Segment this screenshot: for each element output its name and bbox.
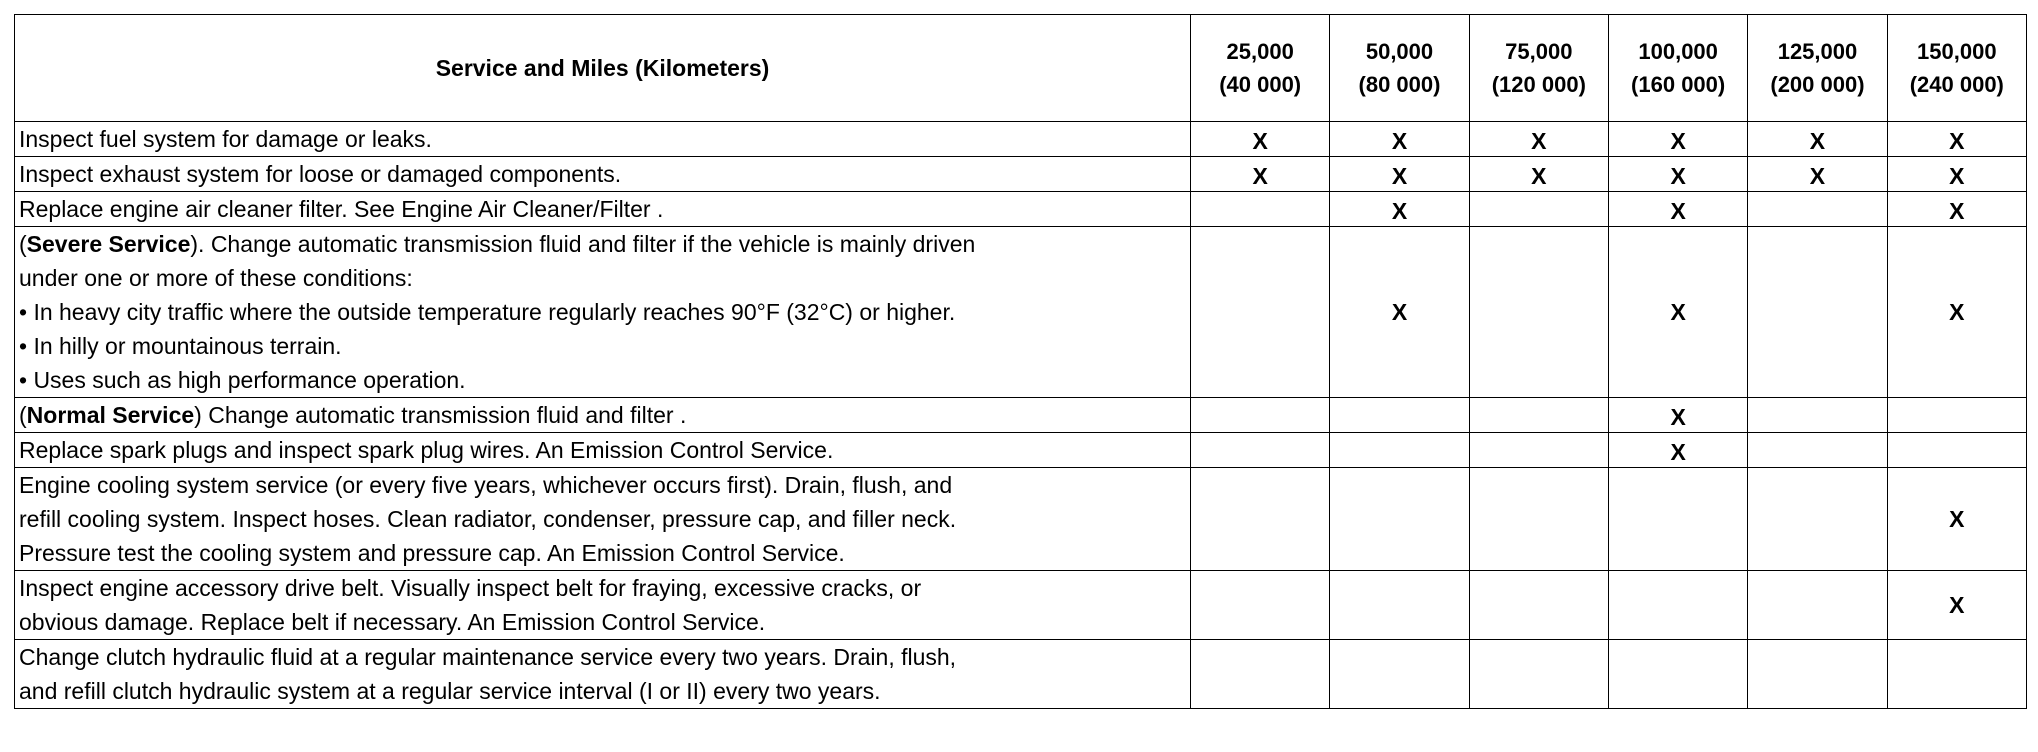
interval-km: (200 000) [1770,72,1865,97]
interval-mark [1887,640,2026,709]
interval-header-150000 [1887,15,2026,122]
interval-mark [1191,398,1330,433]
description-line: Engine cooling system service (or every five years, whichever occurs first). Drain, flush, and [19,472,953,498]
interval-mark [1748,227,1887,398]
interval-mark: X [1608,398,1747,433]
maintenance-schedule-table [14,14,2027,709]
interval-header-125000 [1748,15,1887,122]
interval-mark: X [1887,227,2026,398]
interval-mark: X [1469,122,1608,157]
interval-mark [1191,192,1330,227]
interval-mark [1887,433,2026,468]
interval-miles: 100,000 [1638,39,1718,64]
interval-mark [1469,398,1608,433]
interval-header-50000 [1330,15,1469,122]
service-description [15,640,1191,709]
interval-mark: X [1887,192,2026,227]
service-description [15,227,1191,398]
interval-mark: X [1330,122,1469,157]
interval-mark [1608,571,1747,640]
interval-mark: X [1608,192,1747,227]
interval-mark: X [1608,227,1747,398]
interval-km: (80 000) [1358,72,1441,97]
interval-mark: X [1748,122,1887,157]
interval-mark [1191,468,1330,571]
interval-miles: 75,000 [1505,39,1573,64]
condition-bullet: • Uses such as high performance operation. [19,367,466,393]
description-line: Inspect fuel system for damage or leaks. [19,126,432,152]
interval-km: (240 000) [1909,72,2004,97]
interval-mark: X [1887,122,2026,157]
service-row-fuel-system [15,122,2027,157]
interval-header-25000 [1191,15,1330,122]
interval-mark [1469,571,1608,640]
description-line: and refill clutch hydraulic system at a regular service interval (I or II) every two years. [19,678,881,704]
interval-mark [1748,640,1887,709]
service-row-air-filter [15,192,2027,227]
interval-mark [1748,398,1887,433]
description-line: Inspect engine accessory drive belt. Visually inspect belt for fraying, excessive cracks, or [19,575,922,601]
service-row-exhaust-system [15,157,2027,192]
service-column-header: Service and Miles (Kilometers) [15,15,1191,122]
condition-bullet: • In heavy city traffic where the outside temperature regularly reaches 90°F (32°C) or higher. [19,299,956,325]
interval-mark [1748,468,1887,571]
description-text: ). Change automatic transmission fluid and filter if the vehicle is mainly driven [190,231,976,257]
interval-mark: X [1330,157,1469,192]
header-row [15,15,2027,122]
service-description [15,433,1191,468]
interval-mark [1469,640,1608,709]
interval-mark [1330,571,1469,640]
interval-mark [1330,398,1469,433]
service-row-drive-belt [15,571,2027,640]
service-description [15,157,1191,192]
description-line: Pressure test the cooling system and pressure cap. An Emission Control Service. [19,540,845,566]
interval-miles: 125,000 [1777,39,1858,64]
service-description [15,122,1191,157]
interval-mark: X [1608,433,1747,468]
interval-mark: X [1608,157,1747,192]
interval-mark: X [1887,468,2026,571]
interval-header-100000 [1608,15,1747,122]
interval-mark: X [1330,227,1469,398]
interval-mark [1608,468,1747,571]
interval-mark [1330,433,1469,468]
interval-mark [1191,571,1330,640]
interval-mark [1469,192,1608,227]
interval-mark [1608,640,1747,709]
service-row-spark-plugs [15,433,2027,468]
interval-mark [1748,571,1887,640]
normal-service-label: Normal Service [26,402,195,428]
interval-mark: X [1191,157,1330,192]
interval-mark [1748,192,1887,227]
paren-open: ( [19,231,27,257]
interval-mark: X [1887,157,2026,192]
interval-mark [1469,433,1608,468]
service-row-clutch-fluid [15,640,2027,709]
description-line: Replace engine air cleaner filter. See Engine Air Cleaner/Filter . [19,196,664,222]
interval-mark [1191,640,1330,709]
interval-mark: X [1887,571,2026,640]
interval-mark: X [1748,157,1887,192]
description-line: under one or more of these conditions: [19,265,413,291]
service-row-cooling-system [15,468,2027,571]
severe-service-label: Severe Service [26,231,191,257]
interval-mark: X [1330,192,1469,227]
description-line [19,398,1188,432]
description-line [19,227,1188,261]
description-line: refill cooling system. Inspect hoses. Clean radiator, condenser, pressure cap, and filler neck. [19,506,957,532]
interval-mark [1887,398,2026,433]
condition-bullet: • In hilly or mountainous terrain. [19,333,342,359]
interval-miles: 150,000 [1917,39,1997,64]
interval-mark [1191,227,1330,398]
interval-mark [1191,433,1330,468]
interval-km: (40 000) [1219,72,1302,97]
interval-km: (120 000) [1491,72,1586,97]
interval-miles: 50,000 [1365,39,1434,64]
description-line: Inspect exhaust system for loose or damaged components. [19,161,622,187]
interval-mark: X [1469,157,1608,192]
service-row-severe-transmission [15,227,2027,398]
description-line: obvious damage. Replace belt if necessary. An Emission Control Service. [19,609,766,635]
interval-km: (160 000) [1631,72,1726,97]
interval-mark [1748,433,1887,468]
interval-miles: 25,000 [1226,39,1294,64]
service-description [15,398,1191,433]
description-line: Replace spark plugs and inspect spark plug wires. An Emission Control Service. [19,437,834,463]
interval-mark [1330,640,1469,709]
service-description [15,571,1191,640]
interval-mark: X [1191,122,1330,157]
description-text: ) Change automatic transmission fluid and filter . [194,402,687,428]
service-row-normal-transmission [15,398,2027,433]
interval-mark [1469,468,1608,571]
interval-mark [1469,227,1608,398]
description-line: Change clutch hydraulic fluid at a regular maintenance service every two years. Drain, flush, [19,644,957,670]
service-description [15,192,1191,227]
interval-mark: X [1608,122,1747,157]
interval-mark [1330,468,1469,571]
service-description [15,468,1191,571]
interval-header-75000 [1469,15,1608,122]
paren-open: ( [19,402,27,428]
